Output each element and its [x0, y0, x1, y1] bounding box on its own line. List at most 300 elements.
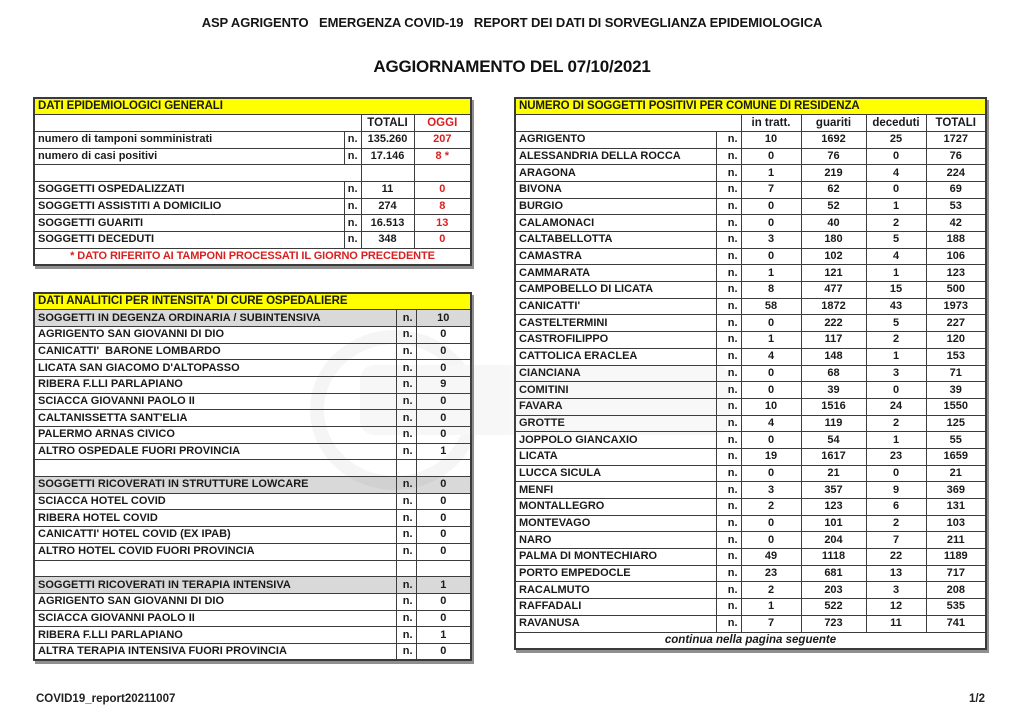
facility-value: 1: [416, 627, 471, 644]
table-row: [515, 181, 986, 198]
spacer-row: [34, 165, 471, 182]
totali-value: 55: [926, 432, 986, 449]
table-row: [34, 181, 471, 198]
comune-name: PALMA DI MONTECHIARO: [515, 549, 716, 566]
comune-name: LUCCA SICULA: [515, 465, 716, 482]
facility-value: 0: [416, 593, 471, 610]
n-cell: n.: [396, 643, 416, 660]
deceduti-value: 2: [866, 215, 926, 232]
guariti-value: 1872: [801, 298, 866, 315]
n-cell: n.: [716, 482, 741, 499]
deceduti-value: 4: [866, 248, 926, 265]
table-row: [515, 131, 986, 148]
table-row: [34, 215, 471, 232]
totali-column-header: TOTALI: [926, 115, 986, 132]
comune-name: RAVANUSA: [515, 615, 716, 632]
n-cell: n.: [716, 248, 741, 265]
guariti-value: 117: [801, 332, 866, 349]
table-row: [515, 382, 986, 399]
guariti-value: 52: [801, 198, 866, 215]
section-value: 10: [416, 310, 471, 327]
totali-value: 153: [926, 348, 986, 365]
comune-name: COMITINI: [515, 382, 716, 399]
table-row: [515, 165, 986, 182]
n-cell: n.: [396, 343, 416, 360]
guariti-value: 1516: [801, 398, 866, 415]
in-tratt-value: 3: [741, 482, 801, 499]
facility-value: 0: [416, 510, 471, 527]
facility-value: 0: [416, 493, 471, 510]
facility-label: AGRIGENTO SAN GIOVANNI DI DIO: [34, 593, 396, 610]
n-cell: n.: [716, 131, 741, 148]
totali-value: 1727: [926, 131, 986, 148]
n-cell: n.: [716, 499, 741, 516]
table-row: [34, 410, 471, 427]
deceduti-value: 12: [866, 599, 926, 616]
table-row: [34, 627, 471, 644]
totali-value: 123: [926, 265, 986, 282]
file-name-label: COVID19_report20211007: [36, 693, 176, 705]
hospital-care-table: [33, 292, 472, 661]
metric-label: numero di tamponi somministrati: [34, 131, 344, 148]
n-cell: n.: [396, 493, 416, 510]
totali-value: 211: [926, 532, 986, 549]
deceduti-value: 13: [866, 565, 926, 582]
totali-value: 21: [926, 465, 986, 482]
facility-label: RIBERA F.LLI PARLAPIANO: [34, 376, 396, 393]
section-label: SOGGETTI RICOVERATI IN TERAPIA INTENSIVA: [34, 577, 396, 594]
facility-label: CANICATTI' HOTEL COVID (EX IPAB): [34, 527, 396, 544]
table-row: [34, 376, 471, 393]
deceduti-value: 3: [866, 365, 926, 382]
table-row: [515, 248, 986, 265]
oggi-value: 13: [414, 215, 471, 232]
table-row: [34, 198, 471, 215]
table-row: [515, 565, 986, 582]
totali-value: 69: [926, 181, 986, 198]
in-tratt-value: 58: [741, 298, 801, 315]
guariti-value: 1118: [801, 549, 866, 566]
facility-label: RIBERA HOTEL COVID: [34, 510, 396, 527]
totali-value: 53: [926, 198, 986, 215]
table-row: [515, 532, 986, 549]
n-cell: n.: [716, 415, 741, 432]
guariti-value: 477: [801, 282, 866, 299]
n-cell: n.: [396, 443, 416, 460]
n-cell: n.: [716, 232, 741, 249]
empty-header-cell: [515, 115, 741, 132]
n-cell: n.: [716, 365, 741, 382]
n-cell: n.: [344, 131, 361, 148]
n-cell: n.: [396, 410, 416, 427]
in-tratt-value: 0: [741, 532, 801, 549]
n-cell: n.: [396, 477, 416, 494]
table-row: [34, 610, 471, 627]
facility-label: LICATA SAN GIACOMO D'ALTOPASSO: [34, 360, 396, 377]
in-tratt-value: 1: [741, 599, 801, 616]
facility-label: SCIACCA GIOVANNI PAOLO II: [34, 610, 396, 627]
totali-value: 227: [926, 315, 986, 332]
n-cell: n.: [396, 593, 416, 610]
table-row: [34, 148, 471, 165]
metric-label: numero di casi positivi: [34, 148, 344, 165]
table-row: [515, 265, 986, 282]
table-row: [34, 343, 471, 360]
table-row: [34, 527, 471, 544]
n-cell: n.: [344, 232, 361, 249]
facility-label: PALERMO ARNAS CIVICO: [34, 427, 396, 444]
oggi-value: 0: [414, 181, 471, 198]
table-row: [515, 415, 986, 432]
in-tratt-value: 1: [741, 265, 801, 282]
guariti-value: 1617: [801, 448, 866, 465]
metric-label: SOGGETTI DECEDUTI: [34, 232, 344, 249]
totali-value: 1189: [926, 549, 986, 566]
comune-name: MONTEVAGO: [515, 515, 716, 532]
n-cell: n.: [716, 615, 741, 632]
section-label: SOGGETTI IN DEGENZA ORDINARIA / SUBINTENSIVA: [34, 310, 396, 327]
facility-value: 0: [416, 643, 471, 660]
n-cell: n.: [716, 448, 741, 465]
totali-value: 535: [926, 599, 986, 616]
table-row: [515, 432, 986, 449]
n-cell: n.: [716, 298, 741, 315]
general-data-table: [33, 97, 472, 266]
guariti-value: 204: [801, 532, 866, 549]
in-tratt-value: 19: [741, 448, 801, 465]
guariti-value: 219: [801, 165, 866, 182]
table-row: [515, 582, 986, 599]
n-cell: n.: [344, 198, 361, 215]
comune-name: CANICATTI': [515, 298, 716, 315]
facility-value: 0: [416, 326, 471, 343]
deceduti-value: 0: [866, 181, 926, 198]
n-cell: n.: [716, 198, 741, 215]
table-row: [515, 148, 986, 165]
in-tratt-value: 3: [741, 232, 801, 249]
n-cell: n.: [396, 427, 416, 444]
totali-value: 106: [926, 248, 986, 265]
footnote-row: [34, 248, 471, 265]
deceduti-value: 9: [866, 482, 926, 499]
totali-value: 11: [361, 181, 414, 198]
n-cell: n.: [716, 549, 741, 566]
table-row: [515, 315, 986, 332]
guariti-value: 121: [801, 265, 866, 282]
oggi-column-header: OGGI: [414, 115, 471, 132]
n-cell: n.: [396, 543, 416, 560]
deceduti-value: 3: [866, 582, 926, 599]
table-row: [34, 543, 471, 560]
in-tratt-value: 0: [741, 365, 801, 382]
deceduti-value: 15: [866, 282, 926, 299]
comune-name: LICATA: [515, 448, 716, 465]
deceduti-value: 0: [866, 148, 926, 165]
facility-label: CANICATTI' BARONE LOMBARDO: [34, 343, 396, 360]
in-tratt-value: 2: [741, 582, 801, 599]
table-row: [515, 515, 986, 532]
in-tratt-value: 0: [741, 315, 801, 332]
comune-name: RACALMUTO: [515, 582, 716, 599]
in-tratt-value: 23: [741, 565, 801, 582]
deceduti-value: 2: [866, 515, 926, 532]
in-tratt-value: 1: [741, 165, 801, 182]
n-cell: n.: [716, 382, 741, 399]
deceduti-value: 11: [866, 615, 926, 632]
facility-value: 0: [416, 527, 471, 544]
deceduti-value: 5: [866, 232, 926, 249]
facility-value: 0: [416, 427, 471, 444]
oggi-value: 207: [414, 131, 471, 148]
deceduti-value: 2: [866, 415, 926, 432]
guariti-value: 101: [801, 515, 866, 532]
comune-name: CAMMARATA: [515, 265, 716, 282]
n-cell: n.: [396, 376, 416, 393]
table-row: [34, 443, 471, 460]
deceduti-value: 22: [866, 549, 926, 566]
table-row: [515, 615, 986, 632]
n-cell: n.: [716, 432, 741, 449]
in-tratt-value: 0: [741, 198, 801, 215]
facility-label: ALTRO OSPEDALE FUORI PROVINCIA: [34, 443, 396, 460]
deceduti-value: 1: [866, 348, 926, 365]
n-cell: n.: [396, 310, 416, 327]
deceduti-value: 1: [866, 432, 926, 449]
guariti-value: 357: [801, 482, 866, 499]
guariti-value: 522: [801, 599, 866, 616]
in-tratt-value: 4: [741, 415, 801, 432]
totali-value: 224: [926, 165, 986, 182]
n-cell: n.: [716, 148, 741, 165]
in-tratt-value: 7: [741, 615, 801, 632]
totali-value: 369: [926, 482, 986, 499]
n-cell: n.: [396, 577, 416, 594]
table-row: [34, 427, 471, 444]
comune-name: RAFFADALI: [515, 599, 716, 616]
oggi-value: 0: [414, 232, 471, 249]
in-tratt-value: 4: [741, 348, 801, 365]
table-row: [515, 232, 986, 249]
n-cell: n.: [716, 265, 741, 282]
section-header-row: [34, 577, 471, 594]
table-row: [515, 215, 986, 232]
facility-value: 1: [416, 443, 471, 460]
section-header-row: [34, 477, 471, 494]
comune-name: CAMPOBELLO DI LICATA: [515, 282, 716, 299]
guariti-value: 123: [801, 499, 866, 516]
deceduti-value: 25: [866, 131, 926, 148]
table-row: [515, 549, 986, 566]
facility-label: SCIACCA HOTEL COVID: [34, 493, 396, 510]
totali-value: 42: [926, 215, 986, 232]
table-row: [34, 493, 471, 510]
table-row: [34, 393, 471, 410]
comune-name: NARO: [515, 532, 716, 549]
update-heading: AGGIORNAMENTO DEL 07/10/2021: [373, 57, 651, 76]
deceduti-value: 2: [866, 332, 926, 349]
section-header-row: [34, 310, 471, 327]
facility-value: 0: [416, 410, 471, 427]
in-tratt-column-header: in tratt.: [741, 115, 801, 132]
comune-name: ALESSANDRIA DELLA ROCCA: [515, 148, 716, 165]
comune-name: PORTO EMPEDOCLE: [515, 565, 716, 582]
n-cell: n.: [396, 393, 416, 410]
n-cell: n.: [716, 165, 741, 182]
totali-value: 500: [926, 282, 986, 299]
table-row: [515, 482, 986, 499]
guariti-value: 40: [801, 215, 866, 232]
totali-value: 274: [361, 198, 414, 215]
table-row: [515, 282, 986, 299]
deceduti-value: 4: [866, 165, 926, 182]
deceduti-value: 23: [866, 448, 926, 465]
comune-name: CIANCIANA: [515, 365, 716, 382]
comune-name: BIVONA: [515, 181, 716, 198]
n-cell: n.: [716, 181, 741, 198]
table-row: [34, 510, 471, 527]
table-row: [34, 131, 471, 148]
report-title: ASP AGRIGENTO EMERGENZA COVID-19 REPORT DEI DATI DI SORVEGLIANZA EPIDEMIOLOGICA: [201, 15, 823, 30]
facility-label: ALTRA TERAPIA INTENSIVA FUORI PROVINCIA: [34, 643, 396, 660]
totali-column-header: TOTALI: [361, 115, 414, 132]
guariti-value: 21: [801, 465, 866, 482]
metric-label: SOGGETTI ASSISTITI A DOMICILIO: [34, 198, 344, 215]
n-cell: n.: [716, 465, 741, 482]
in-tratt-value: 10: [741, 398, 801, 415]
table-row: [34, 232, 471, 249]
n-cell: n.: [716, 599, 741, 616]
comune-name: GROTTE: [515, 415, 716, 432]
n-cell: n.: [396, 527, 416, 544]
section-value: 0: [416, 477, 471, 494]
facility-value: 0: [416, 360, 471, 377]
totali-value: 131: [926, 499, 986, 516]
in-tratt-value: 0: [741, 465, 801, 482]
guariti-value: 203: [801, 582, 866, 599]
in-tratt-value: 0: [741, 382, 801, 399]
table-row: [515, 348, 986, 365]
facility-label: RIBERA F.LLI PARLAPIANO: [34, 627, 396, 644]
footnote-text: * DATO RIFERITO AI TAMPONI PROCESSATI IL GIORNO PRECEDENTE: [34, 248, 471, 265]
table-row: [515, 365, 986, 382]
n-cell: n.: [716, 582, 741, 599]
guariti-value: 148: [801, 348, 866, 365]
n-cell: n.: [396, 360, 416, 377]
guariti-value: 62: [801, 181, 866, 198]
totali-value: 71: [926, 365, 986, 382]
totali-value: 348: [361, 232, 414, 249]
comune-name: BURGIO: [515, 198, 716, 215]
section-label: SOGGETTI RICOVERATI IN STRUTTURE LOWCARE: [34, 477, 396, 494]
metric-label: SOGGETTI GUARITI: [34, 215, 344, 232]
totali-value: 17.146: [361, 148, 414, 165]
totali-value: 125: [926, 415, 986, 432]
guariti-value: 723: [801, 615, 866, 632]
table-row: [515, 198, 986, 215]
table-row: [34, 326, 471, 343]
guariti-value: 76: [801, 148, 866, 165]
deceduti-value: 0: [866, 382, 926, 399]
n-cell: n.: [396, 510, 416, 527]
oggi-value: 8: [414, 198, 471, 215]
n-cell: n.: [716, 282, 741, 299]
totali-value: 188: [926, 232, 986, 249]
oggi-value: 8 *: [414, 148, 471, 165]
table-row: [34, 593, 471, 610]
table-title-row: [34, 98, 471, 115]
guariti-value: 222: [801, 315, 866, 332]
in-tratt-value: 0: [741, 215, 801, 232]
totali-value: 1550: [926, 398, 986, 415]
totali-value: 39: [926, 382, 986, 399]
in-tratt-value: 8: [741, 282, 801, 299]
totali-value: 16.513: [361, 215, 414, 232]
guariti-value: 180: [801, 232, 866, 249]
guariti-value: 1692: [801, 131, 866, 148]
guariti-value: 39: [801, 382, 866, 399]
in-tratt-value: 0: [741, 432, 801, 449]
n-cell: n.: [716, 515, 741, 532]
deceduti-value: 7: [866, 532, 926, 549]
table-row: [515, 448, 986, 465]
in-tratt-value: 0: [741, 515, 801, 532]
table-header-row: [34, 115, 471, 132]
guariti-value: 54: [801, 432, 866, 449]
table-row: [515, 298, 986, 315]
facility-value: 9: [416, 376, 471, 393]
comuni-table-title: NUMERO DI SOGGETTI POSITIVI PER COMUNE DI RESIDENZA: [515, 98, 986, 115]
comune-name: ARAGONA: [515, 165, 716, 182]
in-tratt-value: 10: [741, 131, 801, 148]
n-cell: n.: [716, 332, 741, 349]
in-tratt-value: 49: [741, 549, 801, 566]
metric-label: SOGGETTI OSPEDALIZZATI: [34, 181, 344, 198]
in-tratt-value: 0: [741, 148, 801, 165]
table-row: [515, 398, 986, 415]
facility-value: 0: [416, 610, 471, 627]
guariti-value: 102: [801, 248, 866, 265]
care-table-title: DATI ANALITICI PER INTENSITA' DI CURE OSPEDALIERE: [34, 293, 471, 310]
totali-value: 208: [926, 582, 986, 599]
in-tratt-value: 7: [741, 181, 801, 198]
guariti-value: 681: [801, 565, 866, 582]
facility-label: CALTANISSETTA SANT'ELIA: [34, 410, 396, 427]
n-cell: n.: [344, 148, 361, 165]
deceduti-value: 24: [866, 398, 926, 415]
table-row: [515, 499, 986, 516]
guariti-value: 119: [801, 415, 866, 432]
deceduti-value: 0: [866, 465, 926, 482]
comune-name: AGRIGENTO: [515, 131, 716, 148]
n-cell: n.: [396, 326, 416, 343]
n-cell: n.: [344, 215, 361, 232]
table-header-row: [515, 115, 986, 132]
totali-value: 103: [926, 515, 986, 532]
comune-name: FAVARA: [515, 398, 716, 415]
totali-value: 717: [926, 565, 986, 582]
facility-label: SCIACCA GIOVANNI PAOLO II: [34, 393, 396, 410]
facility-label: ALTRO HOTEL COVID FUORI PROVINCIA: [34, 543, 396, 560]
n-cell: n.: [716, 565, 741, 582]
comune-name: MONTALLEGRO: [515, 499, 716, 516]
section-value: 1: [416, 577, 471, 594]
comune-name: CASTELTERMINI: [515, 315, 716, 332]
comune-name: CAMASTRA: [515, 248, 716, 265]
comune-name: CALTABELLOTTA: [515, 232, 716, 249]
deceduti-value: 1: [866, 198, 926, 215]
deceduti-value: 1: [866, 265, 926, 282]
comuni-positives-table: [514, 97, 987, 650]
